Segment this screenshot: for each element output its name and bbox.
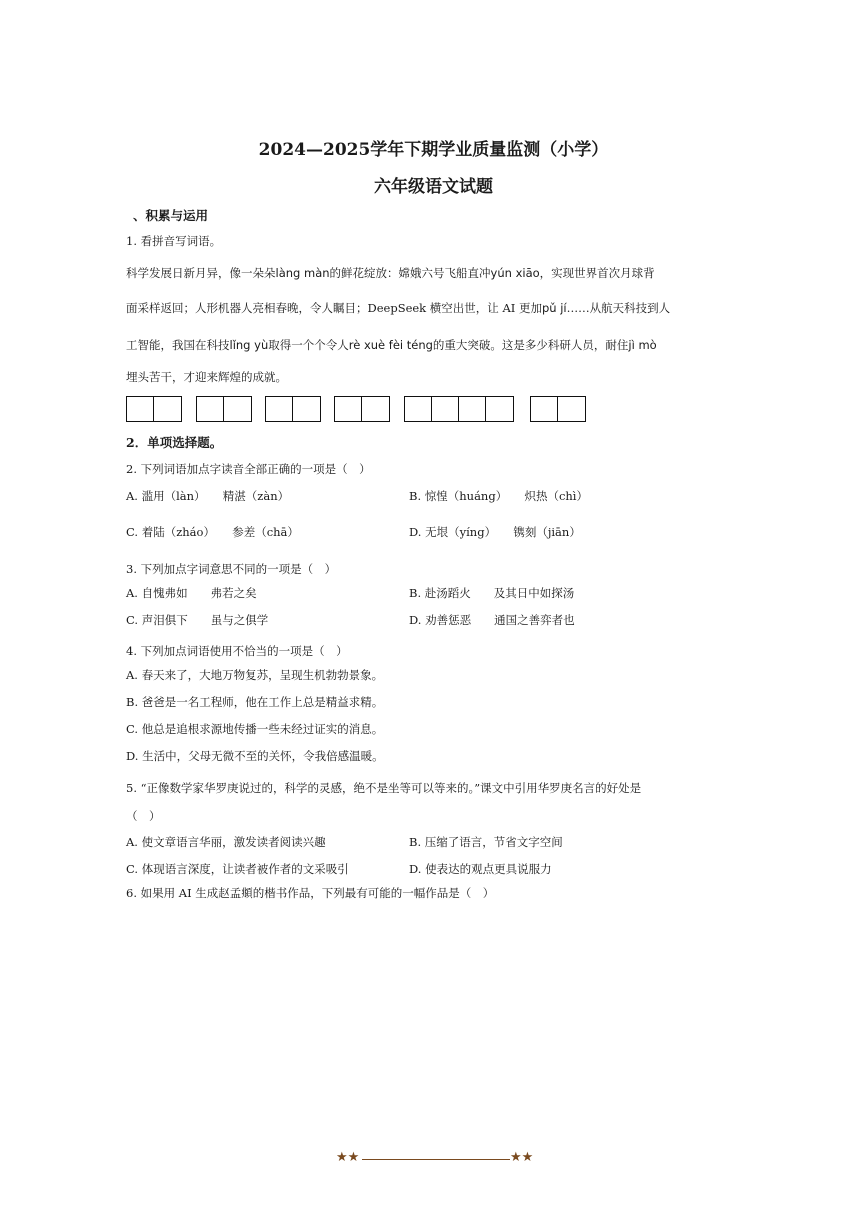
q5-paren: （ ） [126,809,161,823]
q2-stem: 2. 下列词语加点字读音全部正确的一项是（ ） [126,462,371,476]
q5-option-b[interactable]: B. 压缩了语言，节省文字空间 [409,835,563,849]
star-icon: ★★ [336,1150,360,1165]
section-heading-2: 2．单项选择题。 [126,435,223,450]
section-heading-1: 、积累与运用 [133,208,209,223]
answer-cell[interactable] [405,397,432,421]
pinyin: làng màn [275,266,330,280]
answer-box-group[interactable] [126,396,182,422]
q3-option-d[interactable]: D. 劝善惩恶 通国之善弈者也 [409,613,575,627]
answer-box-group[interactable] [334,396,390,422]
q4-stem: 4. 下列加点词语使用不恰当的一项是（ ） [126,644,348,658]
text: 面采样返回；人形机器人亮相春晚，令人瞩目；DeepSeek 横空出世，让 AI 更加 [126,301,542,315]
text: 科学发展日新月异，像一朵朵 [126,266,276,280]
text: ……从航天科技到人 [566,301,671,315]
answer-cell[interactable] [154,397,181,421]
footer-rule [362,1159,510,1160]
pinyin: pǔ jí [541,301,567,315]
answer-cell[interactable] [335,397,362,421]
text: 的鲜花绽放：嫦娥六号飞船直冲 [329,266,491,280]
q1-line-4: 埋头苦干，才迎来辉煌的成就。 [126,370,287,384]
q4-option-b[interactable]: B. 爸爸是一名工程师，他在工作上总是精益求精。 [126,695,384,709]
pinyin: rè xuè fèi téng [348,338,433,352]
answer-box-group[interactable] [530,396,586,422]
answer-cell[interactable] [558,397,585,421]
answer-box-group[interactable] [196,396,252,422]
q3-option-c[interactable]: C. 声泪俱下 虽与之俱学 [126,613,269,627]
q5-option-d[interactable]: D. 使表达的观点更具说服力 [409,862,552,876]
answer-cell[interactable] [224,397,251,421]
q1-line-2 [126,300,670,316]
q4-option-a[interactable]: A. 春天来了，大地万物复苏，呈现生机勃勃景象。 [126,668,384,682]
answer-cell[interactable] [486,397,513,421]
pinyin: yún xiāo [490,266,540,280]
answer-cell[interactable] [266,397,293,421]
star-icon: ★★ [510,1150,534,1165]
answer-box-group[interactable] [265,396,321,422]
answer-box-group[interactable] [404,396,514,422]
q3-stem: 3. 下列加点字词意思不同的一项是（ ） [126,562,337,576]
q5-option-a[interactable]: A. 使文章语言华丽，激发读者阅读兴趣 [126,835,326,849]
q5-option-c[interactable]: C. 体现语言深度，让读者被作者的文采吸引 [126,862,349,876]
exam-subtitle: 六年级语文试题 [374,177,493,197]
exam-title: 2024—2025学年下期学业质量监测（小学） [258,140,609,160]
q6-stem: 6. 如果用 AI 生成赵孟頫的楷书作品，下列最有可能的一幅作品是（ ） [126,886,495,900]
q4-option-d[interactable]: D. 生活中，父母无微不至的关怀，令我倍感温暖。 [126,749,384,763]
text: 工智能，我国在科技 [126,338,230,352]
q2-option-c[interactable]: C. 着陆（zháo） 参差（chā） [126,525,299,539]
q1-stem: 1. 看拼音写词语。 [126,234,222,248]
q3-option-a[interactable]: A. 自愧弗如 弗若之矣 [126,586,257,600]
pinyin: lǐng yù [229,338,269,352]
answer-cell[interactable] [362,397,389,421]
answer-cell[interactable] [432,397,459,421]
answer-cell[interactable] [459,397,486,421]
answer-cell[interactable] [197,397,224,421]
text: 取得一个个令人 [268,338,349,352]
q4-option-c[interactable]: C. 他总是追根求源地传播一些未经过证实的消息。 [126,722,384,736]
answer-cell[interactable] [531,397,558,421]
q2-option-b[interactable]: B. 惊惶（huáng） 炽热（chì） [409,489,588,503]
pinyin: jì mò [628,338,657,352]
q2-option-d[interactable]: D. 无垠（yíng） 镌刻（jiān） [409,525,581,539]
q3-option-b[interactable]: B. 赴汤蹈火 及其日中如探汤 [409,586,575,600]
footer-ornament [336,1150,536,1170]
answer-cell[interactable] [293,397,320,421]
q1-line-1 [126,265,655,281]
q5-stem: 5. “正像数学家华罗庚说过的，科学的灵感，绝不是坐等可以等来的。”课文中引用华罗庚名言的好处是 [126,781,642,795]
text: 的重大突破。这是多少科研人员，耐住 [432,338,629,352]
q2-option-a[interactable]: A. 滥用（làn） 精湛（zàn） [126,489,290,503]
text: ，实现世界首次月球背 [539,266,655,280]
q1-line-3 [126,337,657,353]
answer-cell[interactable] [127,397,154,421]
